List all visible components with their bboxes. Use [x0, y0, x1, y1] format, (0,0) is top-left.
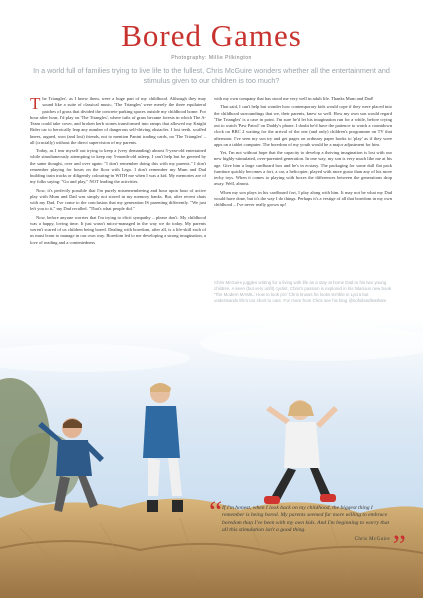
paragraph-text: he Triangles', as I knew them, were a huge part of my childhood. Although they may sound like a suite of classical music, 'The Triangles' were merely the three equilateral patches of grass that divided the concrete parking spaces outside my childhood home. For hour after hour, I'd play on 'The Triangles', where tufts of grass became forests in which The A-Team could take cover, and broken kerb stones transformed into ramps that allowed my Knight Rider car to heroically leap any number of dangerous self-driving obstacles. I lost teeth, scuffed knees, argued, won (and lost) friends, not to mention Panini trading cards, on 'The Triangles' – all (crucially) without the direct supervision of my parents. — [30, 96, 206, 145]
body-paragraph: That said, I can't help but wonder how contemporary kids would cope if they were placed into the childhood surroundings that we, their parents, knew so well. How my own son would regard 'The Triangles' is a case in point. I'm sure he'd let his imagination run for a while, before crying out to watch 'Paw Patrol' on Daddy's phone. I doubt he'd have the patience to watch a countdown clock on BBC 2 waiting for the arrival of the one (and only) children's programme on TV that afternoon. I've seen my son try and get pages on ordinary paper books to 'play' as if they were apps on a tablet computer. The boredom of my youth would be a major adjustment for him. — [214, 104, 392, 147]
body-paragraph: with my own company that has stood me very well in adult life. Thanks Mum and Dad! — [214, 96, 374, 101]
body-paragraph: Yet, I'm not without hope that the capacity to develop a thriving imagination is lost with our new highly-stimulated, over-parented generation. In one way, my son is very much like me at his age. Give him a large cardboard box and he's in ecstasy. The packaging for some dull flat pack furniture quickly becomes a fort, a car, a helicopter, played with more gusto than any of his more techy toys. When it comes to playing with boxes the differences between the generations drop away. Well, almost. — [214, 150, 392, 187]
pull-quote-text: If I'm honest, when I look back on my childhood, the biggest thing I remember is being bored. My parents seemed far more willing to embrace boredom than I've been with my own kids. And I'm beginning to worry that all this stimulation isn't a good thing. — [222, 505, 390, 534]
author-bio: Chris McGuire juggles writing for a living with life as a stay at home Dad to his two young children. A keen (but very unfit) cyclist, Chris's passion is explored in his hilarious new book 'The Modern MAMIL: How to look pro' Chris knows he looks terrible in Lycra but understands life's too short to care. For more from Chris see his blog @sofoilandleatham — [214, 280, 392, 303]
photo-credit: Photography: Millie Pilkington — [171, 55, 252, 61]
pull-quote-author: Chris McGuire — [354, 536, 390, 542]
body-paragraph — [30, 96, 206, 146]
open-quote-mark: “ — [209, 495, 223, 528]
body-paragraph: Today, as I tear myself out trying to keep a (very demanding) almost 5-year-old entertained while simultaneously attempting to keep my 5-month-old asleep, I can't help but be greeted by the same thought, over and over again: "I don't remember doing this with my parents." I don't remember playing for hours on the floor with Lego. I don't remember my Mum and Dad building train tracks or diligently colouring-in WITH me when I was a kid. My memories are of my folks saying: "Go and play," NOT leading the activities. — [30, 148, 206, 185]
body-column-right — [214, 96, 392, 278]
body-paragraph: When my son plays in his cardboard fort, I play along with him. It may not be what my Dad would have done, but it's the way I do things. Perhaps it's a vestige of all that boredom in my own childhood – I've never really grown up! — [214, 189, 392, 207]
hay-bales-photo — [0, 318, 423, 598]
drop-cap: T — [30, 96, 41, 113]
pull-quote — [209, 495, 406, 562]
close-quote-mark: ” — [392, 529, 406, 562]
body-paragraph: Now, before anyone worries that I'm trying to elicit sympathy – please don't. My childhood was a happy, loving time. It just wasn't micro-managed in the way we do today. My parents weren't scared of us children being bored. Dealing with boredom, after all, is a life-skill each of us must learn to manage in our own way. Boredom led to me developing a strong imagination, a love of reading and a contentedness — [30, 214, 206, 245]
standfirst: In a world full of families trying to live life to the fullest, Chris McGuire wonders whether all the entertainment and stimulus given to our children is too much? — [33, 66, 390, 85]
body-paragraph: Now, it's perfectly possible that I'm purely misremembering and hour upon hour of active play with Mum and Dad was simply not stored in my memory banks. But, after recent chats with my Dad, I've come to the conclusion that my generation IS parenting differently. "We just left you to it," my Dad recalled. "That's what people did." — [30, 187, 206, 212]
article-title: Bored Games — [121, 18, 302, 53]
body-column-left — [30, 96, 206, 318]
